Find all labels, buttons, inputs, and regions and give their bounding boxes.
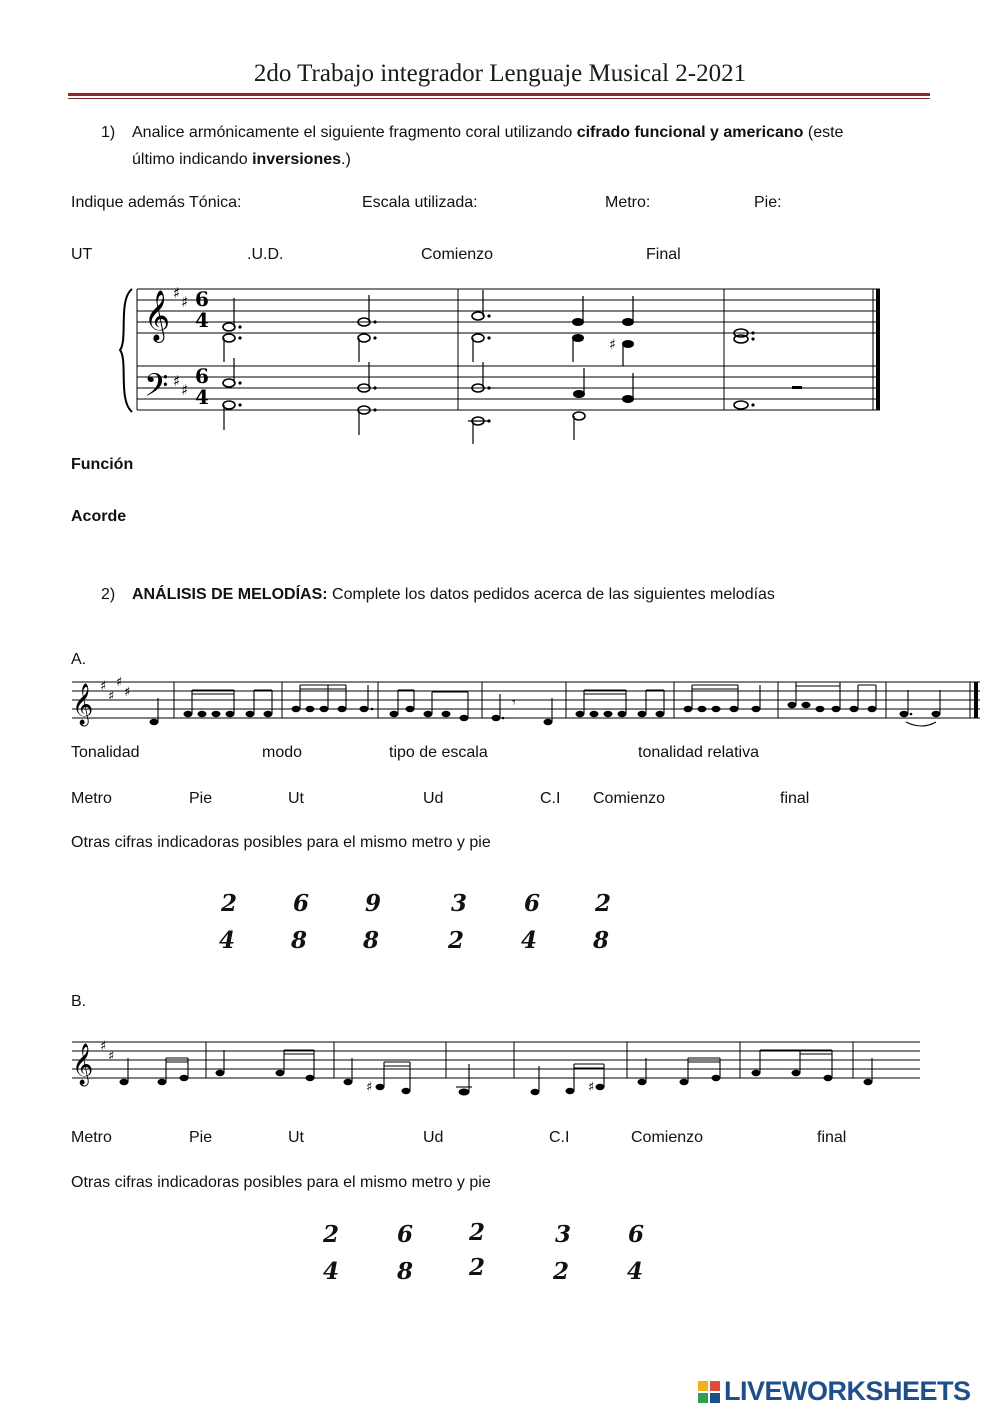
q1-escala-label: Escala utilizada: — [362, 194, 478, 211]
melody-a-relativa-label: tonalidad relativa — [638, 744, 759, 761]
fraction-b-1-bottom[interactable]: 4 — [322, 1258, 339, 1285]
svg-text:♯: ♯ — [100, 679, 107, 694]
q1-metro-label: Metro: — [605, 194, 651, 211]
fraction-b-1-top[interactable]: 2 — [322, 1221, 339, 1248]
q2-number: 2) — [101, 586, 116, 603]
time-sig-top: 6 — [195, 287, 209, 311]
fraction-a-4-bottom[interactable]: 2 — [447, 927, 464, 954]
fraction-a-4-top[interactable]: 3 — [450, 890, 467, 917]
q1-final-label: Final — [646, 246, 681, 263]
svg-text:♯: ♯ — [181, 293, 189, 311]
q1-text-c: (este — [803, 124, 844, 141]
q1-text-a: Analice armónicamente el siguiente fragmento coral utilizando — [132, 124, 577, 141]
q1-pie-label: Pie: — [754, 194, 782, 211]
svg-text:♯: ♯ — [366, 1080, 373, 1095]
time-sig-bottom: 4 — [195, 308, 209, 332]
fraction-b-4-bottom[interactable]: 2 — [552, 1258, 569, 1285]
fraction-a-1-top[interactable]: 2 — [220, 890, 237, 917]
melody-a-final-label: final — [780, 790, 810, 807]
svg-text:𝄢: 𝄢 — [144, 367, 169, 411]
svg-text:♯: ♯ — [173, 372, 181, 390]
svg-text:𝄾: 𝄾 — [512, 695, 516, 711]
fraction-a-3-bottom[interactable]: 8 — [362, 927, 379, 954]
q1-ut-label: UT — [71, 246, 93, 263]
liveworksheets-watermark: LIVEWORKSHEETS — [724, 1376, 971, 1406]
svg-text:𝄞: 𝄞 — [144, 290, 171, 341]
q2-heading: ANÁLISIS DE MELODÍAS: — [132, 586, 328, 603]
svg-text:♯: ♯ — [124, 685, 131, 700]
svg-text:♯: ♯ — [609, 337, 616, 353]
melody-a-tipo-label: tipo de escala — [389, 744, 488, 761]
q1-text-b: cifrado funcional y americano — [576, 124, 804, 141]
melody-b-ud-label: Ud — [423, 1129, 444, 1146]
q1-comienzo-label: Comienzo — [421, 246, 494, 263]
svg-text:♯: ♯ — [173, 284, 181, 302]
time-sig-bottom-bass: 4 — [195, 385, 209, 409]
fraction-b-3-top[interactable]: 2 — [468, 1219, 485, 1246]
q1-text-f: .) — [341, 151, 351, 168]
fraction-a-6-bottom[interactable]: 8 — [592, 927, 609, 954]
fraction-a-2-top[interactable]: 6 — [292, 890, 309, 917]
fraction-b-5-top[interactable]: 6 — [627, 1221, 644, 1248]
fraction-a-5-bottom[interactable]: 4 — [520, 927, 537, 954]
q1-text-d: último indicando — [132, 151, 253, 168]
melody-a-pie-label: Pie — [189, 790, 213, 807]
melody-b-ci-label: C.I — [549, 1129, 570, 1146]
q1-acorde-label: Acorde — [71, 508, 127, 525]
melody-b-metro-label: Metro — [71, 1129, 112, 1146]
svg-text:♯: ♯ — [108, 689, 115, 704]
melody-a-comienzo-label: Comienzo — [593, 790, 666, 807]
fraction-a-2-bottom[interactable]: 8 — [290, 927, 307, 954]
melody-b-ut-label: Ut — [288, 1129, 304, 1146]
liveworksheets-logo-icon — [698, 1381, 720, 1403]
q1-text-e: inversiones — [252, 151, 342, 168]
melody-a-otras-label: Otras cifras indicadoras posibles para el mismo metro y pie — [71, 834, 491, 851]
svg-text:♯: ♯ — [181, 381, 189, 399]
melody-a-ci-label: C.I — [540, 790, 561, 807]
q1-funcion-label: Función — [71, 456, 134, 473]
fraction-b-3-bottom[interactable]: 2 — [468, 1254, 485, 1281]
fraction-b-2-bottom[interactable]: 8 — [396, 1258, 413, 1285]
svg-text:♯: ♯ — [588, 1080, 595, 1095]
svg-text:𝄞: 𝄞 — [72, 1044, 94, 1085]
fraction-b-2-top[interactable]: 6 — [396, 1221, 413, 1248]
fraction-a-5-top[interactable]: 6 — [523, 890, 540, 917]
svg-text:♯: ♯ — [108, 1049, 115, 1064]
melody-a-ud-label: Ud — [423, 790, 444, 807]
q2-text: Complete los datos pedidos acerca de las siguientes melodías — [327, 586, 775, 603]
melody-a-ut-label: Ut — [288, 790, 304, 807]
page-title: 2do Trabajo integrador Lenguaje Musical 2-2021 — [253, 60, 747, 87]
melody-a-modo-label: modo — [262, 744, 303, 761]
melody-a-label: A. — [71, 651, 87, 668]
svg-text:♯: ♯ — [116, 675, 123, 690]
fraction-a-6-top[interactable]: 2 — [594, 890, 611, 917]
fraction-b-5-bottom[interactable]: 4 — [626, 1258, 643, 1285]
q1-number: 1) — [101, 124, 116, 141]
melody-a-tonalidad-label: Tonalidad — [71, 744, 140, 761]
fraction-b-4-top[interactable]: 3 — [554, 1221, 571, 1248]
svg-text:♯: ♯ — [100, 1039, 107, 1054]
melody-b-otras-label: Otras cifras indicadoras posibles para el mismo metro y pie — [71, 1174, 491, 1191]
melody-b-final-label: final — [817, 1129, 847, 1146]
q1-ud-label: .U.D. — [247, 246, 284, 263]
melody-b-pie-label: Pie — [189, 1129, 213, 1146]
melody-a-metro-label: Metro — [71, 790, 112, 807]
melody-b-label: B. — [71, 993, 87, 1010]
fraction-a-1-bottom[interactable]: 4 — [218, 927, 235, 954]
melody-b-comienzo-label: Comienzo — [631, 1129, 704, 1146]
fraction-a-3-top[interactable]: 9 — [364, 890, 381, 917]
svg-text:𝄞: 𝄞 — [72, 684, 94, 725]
q1-tonica-label: Indique además Tónica: — [71, 194, 242, 211]
time-sig-top-bass: 6 — [195, 364, 209, 388]
